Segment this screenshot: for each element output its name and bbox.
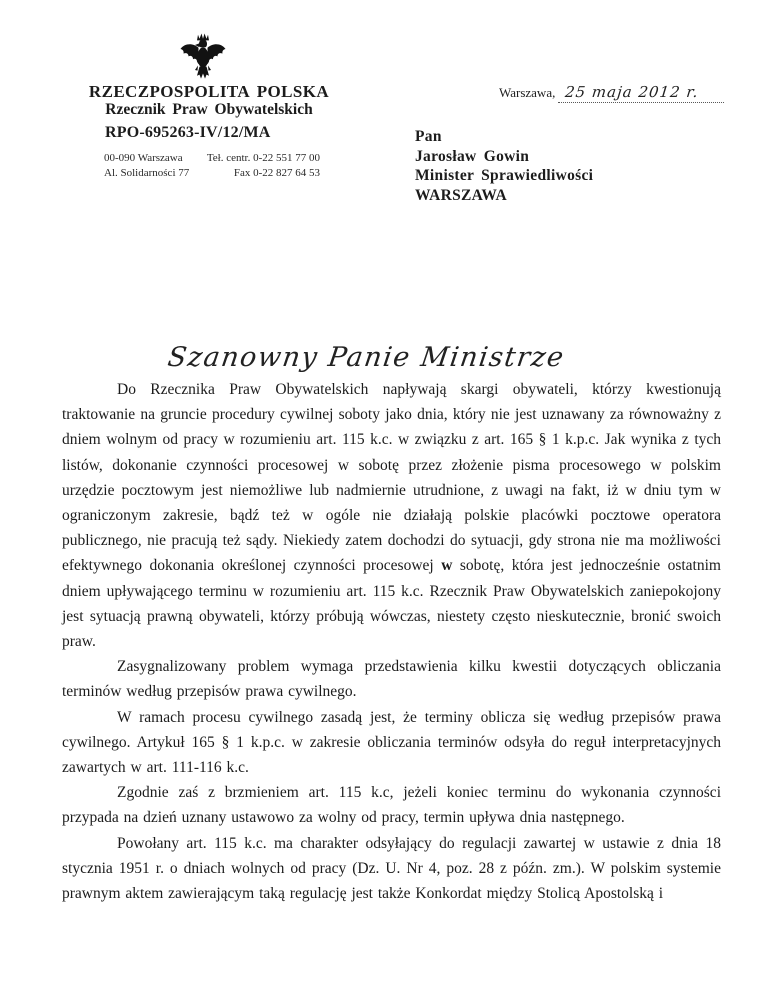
- reference-number: RPO-695263-IV/12/MA: [105, 124, 271, 141]
- recipient-title: Minister Sprawiedliwości: [415, 167, 594, 184]
- recipient-name: Jarosław Gowin: [415, 147, 530, 165]
- institution-name-office: Rzecznik Praw Obywatelskich: [105, 101, 313, 119]
- dateline-city-label: Warszawa,: [499, 85, 556, 100]
- phone-number: Teł. centr. 0-22 551 77 00: [206, 152, 320, 164]
- handwritten-salutation: Szanowny Panie Ministrze: [165, 342, 567, 373]
- paragraph-4: Zgodnie zaś z brzmieniem art. 115 k.c, jeżeli koniec terminu do wykonania czynności przypada na dzień uznany ustawowo za wolny od pracy, termin upływa dnia następnego.: [62, 784, 721, 827]
- contact-row-1: [104, 151, 320, 166]
- postal-code-city: 00-090 Warszawa: [104, 152, 183, 164]
- institution-name-country: RZECZPOSPOLITA POLSKA: [88, 82, 330, 101]
- recipient-block: [415, 127, 593, 205]
- paragraph-2: Zasygnalizowany problem wymaga przedstawienia kilku kwestii dotyczących obliczania terminów według przepisów prawa cywilnego.: [62, 658, 721, 701]
- letterhead-contact-block: [104, 151, 320, 181]
- recipient-honorific: Pan: [415, 128, 442, 145]
- paragraph-1-text-b: sobotę, która jest jednocześnie ostatnim dniem upływającego terminu w rozumieniu art. 115 k.c. Rzecznik Praw Obywatelskich zaniepokojony jest sytuacją prawną obywateli, którzy próbują wówczas, niestety często nieskutecznie, bronić swoich praw.: [62, 557, 721, 651]
- fax-number: Fax 0-22 827 64 53: [233, 167, 320, 179]
- recipient-city: WARSZAWA: [415, 186, 507, 204]
- polish-eagle-emblem-icon: [178, 29, 228, 86]
- letterhead-institution: [88, 82, 330, 118]
- paragraph-1-bold-w: w: [441, 557, 453, 575]
- dateline: [499, 83, 724, 103]
- paragraph-5: Powołany art. 115 k.c. ma charakter odsyłający do regulacji zawartej w ustawie z dnia 18 stycznia 1951 r. o dniach wolnych od pracy (Dz. U. Nr 4, poz. 28 z późn. zm.). W polskim systemie prawnym aktem zawierającym taką regulację jest także Konkordat między Stolicą Apostolską i: [62, 834, 721, 903]
- handwritten-date: 25 maja 2012 r.: [558, 83, 726, 103]
- paragraph-3: W ramach procesu cywilnego zasadą jest, że terminy oblicza się według przepisów prawa cywilnego. Artykuł 165 § 1 k.p.c. w zakresie obliczania terminów odsyła do reguł interpretacyjnych zawartych w art. 111-116 k.c.: [62, 708, 721, 777]
- paragraph-1: [62, 377, 721, 654]
- contact-row-2: [104, 166, 320, 181]
- paragraph-1-text-a: Do Rzecznika Praw Obywatelskich napływają skargi obywateli, którzy kwestionują traktowanie na gruncie procedury cywilnej soboty jako dnia, który nie jest uznawany za równoważny z dniem wolnym od pracy w rozumieniu art. 115 k.c. w związku z art. 165 § 1 k.p.c. Jak wynika z tych listów, dokonanie czynności procesowej w sobotę przez złożenie pisma procesowego w polskim urzędzie pocztowym jest niemożliwe lub nadmiernie utrudnione, z uwagi na fakt, iż w dniu tym w ograniczonym zakresie, bądź też w ogóle nie działają polskie placówki pocztowe operatora publicznego, nie pracują też sądy. Niekiedy zatem dochodzi do sytuacji, gdy strona nie ma możliwości efektywnego dokonania określonej czynności procesowej: [62, 381, 721, 575]
- letter-body: [62, 377, 721, 906]
- street-address: Al. Solidarności 77: [104, 167, 190, 179]
